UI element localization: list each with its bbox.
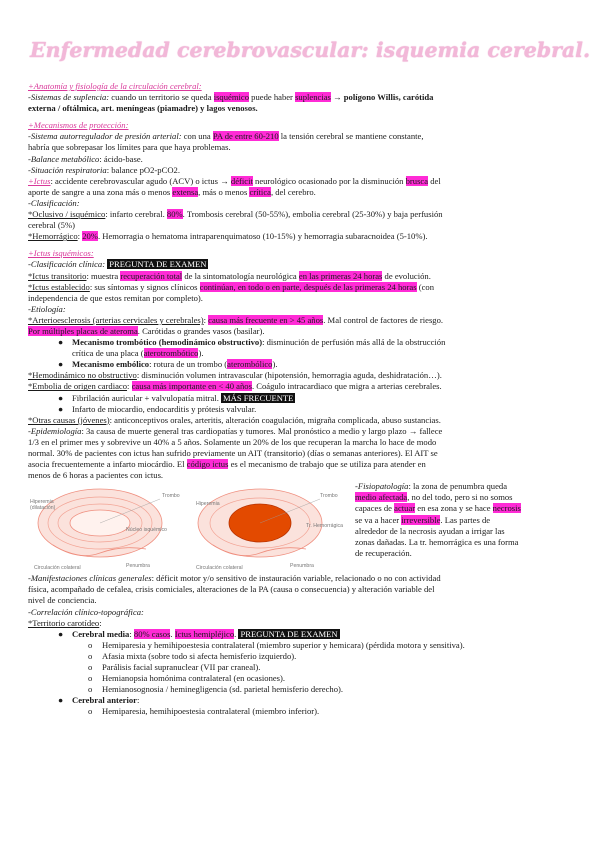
term: -Manifestaciones clínicas generales bbox=[28, 573, 152, 584]
bold-text: polígono Willis, carótida bbox=[343, 92, 434, 103]
exam-badge: PREGUNTA DE EXAMEN bbox=[240, 628, 338, 639]
highlight: causa más importante en < 40 años bbox=[131, 381, 252, 392]
text-line bbox=[28, 131, 576, 142]
label-circulacion: Circulación colateral bbox=[34, 565, 81, 572]
text-line: -Etiología: bbox=[28, 303, 66, 314]
text: de evolución. bbox=[382, 270, 431, 281]
text-line bbox=[28, 187, 576, 198]
text: Fibrilación auricular + valvulopatía mitral. bbox=[72, 392, 221, 403]
text: : la zona de penumbra queda bbox=[408, 481, 508, 492]
highlight: déficit bbox=[230, 175, 253, 186]
circle-bullet-icon: o bbox=[88, 673, 93, 684]
text-line bbox=[28, 618, 576, 629]
text-line bbox=[355, 503, 576, 514]
text-line bbox=[28, 271, 576, 282]
term: *Ictus establecido bbox=[28, 281, 90, 292]
text: Hemiparesia y hemihipoestesia contralateral (miembro superior y hemicara) (pérdida motora y sensitiva). bbox=[102, 639, 465, 650]
text: Afasia mixta (sobre todo si afecta hemisferio izquierdo). bbox=[102, 650, 297, 661]
term: *Arterioesclerosis (arterias cervicales y cerebrales) bbox=[28, 314, 204, 325]
text: : disminución volumen intravascular (hipotensión, hemorragia aguda, deshidratación…). bbox=[136, 370, 442, 381]
label-dilatacion: (dilatación) bbox=[30, 505, 56, 512]
text-line bbox=[28, 259, 576, 270]
text-line: habría que sobrepasar los límites para que haya problemas. bbox=[28, 142, 231, 153]
term: -Sistema autorregulador de presión arterial: bbox=[28, 131, 182, 142]
ischemia-diagram-right bbox=[196, 489, 343, 571]
label-tr-hemorragica: Tr. Hemorrágica bbox=[306, 523, 343, 530]
text-line bbox=[355, 515, 576, 526]
text: . bbox=[234, 628, 239, 639]
text: . bbox=[170, 628, 175, 639]
term: -Fisiopatología bbox=[355, 481, 409, 492]
text: : accidente cerebrovascular agudo (ACV) o ictus → bbox=[50, 175, 231, 186]
text: es el mecanismo de trabajo que se utiliza para atender en bbox=[228, 459, 426, 470]
term: *Territorio carotídeo bbox=[28, 617, 100, 628]
text: : disminución de perfusión más allá de la obstrucción bbox=[262, 337, 446, 348]
bullet-icon: ● bbox=[58, 359, 64, 370]
term: -Clasificación clínica: bbox=[28, 259, 108, 270]
circle-bullet-icon: o bbox=[88, 706, 93, 717]
text-line: 1/3 en el primer mes y sobrevive un 40% a 5 años. Solamente un 20% de los que recuperan la marcha lo hace de modo bbox=[28, 436, 437, 447]
text-line bbox=[28, 282, 576, 293]
highlight: brusca bbox=[405, 175, 429, 186]
highlight: irreversible bbox=[401, 514, 441, 525]
ischemia-figures bbox=[28, 483, 348, 573]
text-line: nivel de conciencia. bbox=[28, 595, 97, 606]
highlight: aterotrombótico bbox=[143, 348, 199, 359]
text: . Coágulo intracardiaco que migra a arterias cerebrales. bbox=[251, 381, 442, 392]
text-line bbox=[28, 573, 576, 584]
label-hiperemia: Hiperemia bbox=[196, 501, 220, 508]
term: -Epidemiología bbox=[28, 425, 82, 436]
bold-text: Cerebral anterior bbox=[72, 695, 137, 706]
highlight: continúan, en todo o en parte, después de las primeras 24 horas bbox=[199, 281, 417, 292]
text: : déficit motor y/o sensitivo de instauración variable, relacionado o no con actividad bbox=[151, 573, 441, 584]
highlight: extensa bbox=[172, 186, 199, 197]
text: : 3a causa de muerte general tras cardiopatías y tumores. Mal pronóstico a medio y largo plazo → fallece bbox=[81, 425, 443, 436]
highlight: aterombólico bbox=[227, 359, 273, 370]
term: -Sistemas de suplencia: bbox=[28, 92, 110, 103]
frequent-badge: MÁS FRECUENTE bbox=[223, 392, 294, 403]
bullet-icon: ● bbox=[58, 392, 64, 403]
text-line: de recuperación. bbox=[355, 547, 412, 558]
document-body bbox=[28, 81, 576, 718]
text: : sus síntomas y signos clínicos bbox=[89, 281, 200, 292]
highlight: suplencias bbox=[295, 92, 331, 103]
text: con una bbox=[181, 131, 213, 142]
text: : bbox=[99, 617, 102, 628]
text: (con bbox=[416, 281, 434, 292]
text: Hemianosognosia / heminegligencia (sd. parietal hemisferio derecho). bbox=[102, 684, 344, 695]
term: -Balance metabólico bbox=[28, 153, 100, 164]
label-penumbra: Penumbra bbox=[126, 563, 150, 570]
text-line: externa / oftálmica, art. meníngeas (piamadre) y lagos venosos. bbox=[28, 103, 258, 114]
text: asocia frecuentemente a infarto miocárdio. El bbox=[28, 459, 187, 470]
term: *Oclusivo / isquémico bbox=[28, 209, 106, 220]
label-circulacion: Circulación colateral bbox=[196, 565, 243, 572]
text: crítica de una placa ( bbox=[72, 348, 144, 359]
text-line: física, acompañado de cefalea, crisis comiciales, alteraciones de la PA (causa o consecuencia) y alteración variable del bbox=[28, 584, 435, 595]
text-line bbox=[28, 92, 576, 103]
text: . Trombosis cerebral (50-55%), embolia cerebral (25-30%) y baja perfusión bbox=[182, 209, 443, 220]
highlight: código ictus bbox=[186, 459, 229, 470]
text-line bbox=[28, 165, 576, 176]
highlight: 20% bbox=[82, 231, 98, 242]
circle-bullet-icon: o bbox=[88, 684, 93, 695]
bold-text: Cerebral media bbox=[72, 628, 130, 639]
text-line bbox=[28, 415, 576, 426]
text-line: independencia de que estos remitan por completo). bbox=[28, 292, 203, 303]
bullet-item bbox=[28, 337, 576, 348]
text: : anticonceptivos orales, arteritis, alteración coagulación, migraña complicada, abuso sustancias. bbox=[109, 414, 441, 425]
sub-item bbox=[28, 706, 576, 717]
text: neurológico ocasionado por la disminución bbox=[252, 175, 406, 186]
label-nucleo: Núcleo isquémico bbox=[126, 527, 167, 534]
text: : rotura de un trombo ( bbox=[149, 359, 228, 370]
text: se va a hacer bbox=[355, 514, 402, 525]
text: capaces de bbox=[355, 503, 395, 514]
text: aporte de sangre a una zona más o menos bbox=[28, 186, 173, 197]
bullet-item bbox=[28, 404, 576, 415]
highlight: isquémico bbox=[213, 92, 250, 103]
bullet-icon: ● bbox=[58, 695, 64, 706]
term: *Ictus transitorio bbox=[28, 270, 87, 281]
term: *Otras causas (jóvenes) bbox=[28, 414, 110, 425]
text-line bbox=[28, 381, 576, 392]
highlight: PA de entre 60-210 bbox=[212, 131, 279, 142]
bold-text: Mecanismo embólico bbox=[72, 359, 150, 370]
text: Parálisis facial supranuclear (VII par craneal). bbox=[102, 662, 261, 673]
text: , no del todo, pero si no somos bbox=[407, 492, 513, 503]
text: : balance pO2-pCO2. bbox=[106, 164, 180, 175]
text-line bbox=[28, 176, 576, 187]
text: Hemianopsia homónima contralateral (en ocasiones). bbox=[102, 673, 286, 684]
text: , más o menos bbox=[198, 186, 250, 197]
text: . Hemorragia o hematoma intraparenquimatoso (10-15%) y hemorragia subaracnoidea (5-10%). bbox=[97, 231, 428, 242]
highlight: crítica bbox=[249, 186, 271, 197]
ischemia-diagram-left bbox=[30, 489, 180, 571]
text-line: alrededor de la necrosis ayudan a irrigar las bbox=[355, 525, 505, 536]
highlight: recuperación total bbox=[120, 270, 183, 281]
text: : infarto cerebral. bbox=[105, 209, 167, 220]
highlight: en las primeras 24 horas bbox=[298, 270, 383, 281]
bullet-icon: ● bbox=[58, 628, 64, 639]
text-line bbox=[28, 426, 576, 437]
exam-badge: PREGUNTA DE EXAMEN bbox=[109, 259, 207, 270]
text: : bbox=[77, 231, 83, 242]
text-line bbox=[28, 459, 576, 470]
label-trombo: Trombo bbox=[162, 493, 180, 500]
text: en esa zona y se hace bbox=[415, 503, 493, 514]
text: : muestra bbox=[86, 270, 121, 281]
term: *Hemorrágico bbox=[28, 231, 78, 242]
label-trombo: Trombo bbox=[320, 493, 338, 500]
text: Hemiparesia, hemihipoestesia contralateral (miembro inferior). bbox=[102, 706, 320, 717]
bold-text: Mecanismo trombótico (hemodinámico obstructivo) bbox=[72, 337, 263, 348]
text: la tensión cerebral se mantiene constante, bbox=[278, 131, 424, 142]
text: . Carótidas o grandes vasos (basilar). bbox=[137, 325, 265, 336]
text: ). bbox=[272, 359, 278, 370]
bullet-item bbox=[28, 393, 576, 404]
text: , del cerebro. bbox=[270, 186, 316, 197]
text-line: -Clasificación: bbox=[28, 197, 80, 208]
section-heading-mecanismos: +Mecanismos de protección: bbox=[28, 120, 129, 131]
label-hiperemia: Hiperemia bbox=[30, 499, 54, 506]
sub-item bbox=[28, 684, 576, 695]
circle-bullet-icon: o bbox=[88, 639, 93, 650]
sub-item bbox=[28, 651, 576, 662]
highlight: Por múltiples placas de ateroma bbox=[28, 325, 138, 336]
text-line: -Correlación clínico-topográfica: bbox=[28, 606, 144, 617]
text: puede haber bbox=[249, 92, 296, 103]
term: *Embolia de origen cardiaco bbox=[28, 381, 128, 392]
circle-bullet-icon: o bbox=[88, 650, 93, 661]
section-heading-anatomia: +Anatomía y fisiología de la circulación cerebral: bbox=[28, 81, 202, 91]
highlight: 80% bbox=[166, 209, 183, 220]
text-line: zonas dañadas. La tr. hemorrágica es una forma bbox=[355, 536, 519, 547]
bullet-continuation bbox=[28, 348, 576, 359]
text: . Las partes de bbox=[440, 514, 491, 525]
text: ). bbox=[198, 348, 204, 359]
text: Infarto de miocardio, endocarditis y prótesis valvular. bbox=[72, 403, 257, 414]
text: de la sintomatología neurológica bbox=[182, 270, 299, 281]
bullet-icon: ● bbox=[58, 337, 64, 348]
text: : ácido-base. bbox=[99, 153, 143, 164]
text-line bbox=[355, 481, 576, 492]
fisiopatologia-block bbox=[28, 481, 576, 573]
text-line bbox=[28, 154, 576, 165]
text: cuando un territorio se queda bbox=[109, 92, 214, 103]
text-line bbox=[28, 326, 576, 337]
text-line bbox=[28, 209, 576, 220]
text-line bbox=[28, 231, 576, 242]
term-ictus: +Ictus bbox=[28, 175, 51, 186]
text-line: menos de 6 horas a pacientes con ictus. bbox=[28, 470, 164, 481]
text: : bbox=[203, 314, 209, 325]
text: del bbox=[428, 175, 441, 186]
bullet-item bbox=[28, 359, 576, 370]
text-line bbox=[28, 370, 576, 381]
bullet-icon: ● bbox=[58, 403, 64, 414]
page-title: Enfermedad cerebrovascular: isquemia cerebral. bbox=[30, 38, 591, 62]
text-line: normal. 30% de pacientes con ictus han sufrido previamente un AIT (transitorio) (días o semanas anteriores). El AIT se bbox=[28, 448, 438, 458]
arrow: → bbox=[330, 92, 344, 103]
bullet-item bbox=[28, 629, 576, 640]
text-line bbox=[28, 315, 576, 326]
label-penumbra: Penumbra bbox=[290, 563, 314, 570]
highlight: medio afectada bbox=[355, 492, 408, 503]
highlight: actuar bbox=[394, 503, 416, 514]
highlight: causa más frecuente en > 45 años bbox=[208, 314, 324, 325]
sub-item bbox=[28, 673, 576, 684]
text-line: cerebral (5%) bbox=[28, 220, 75, 231]
fisiopatologia-text bbox=[355, 481, 576, 559]
bullet-item bbox=[28, 695, 576, 706]
sub-item bbox=[28, 640, 576, 651]
text: . Mal control de factores de riesgo. bbox=[323, 314, 444, 325]
circle-bullet-icon: o bbox=[88, 662, 93, 673]
highlight: 80% casos bbox=[133, 628, 171, 639]
text-line bbox=[355, 492, 576, 503]
highlight: necrosis bbox=[492, 503, 521, 514]
section-heading-ictus-isquemicos: +Ictus isquémicos: bbox=[28, 248, 94, 259]
term: *Hemodinámico no obstructivo bbox=[28, 370, 137, 381]
term: -Situación respiratoria bbox=[28, 164, 107, 175]
text: : bbox=[137, 695, 140, 706]
text: : bbox=[129, 628, 134, 639]
text: : bbox=[127, 381, 132, 392]
sub-item bbox=[28, 662, 576, 673]
highlight: Ictus hemipléjico bbox=[174, 628, 235, 639]
